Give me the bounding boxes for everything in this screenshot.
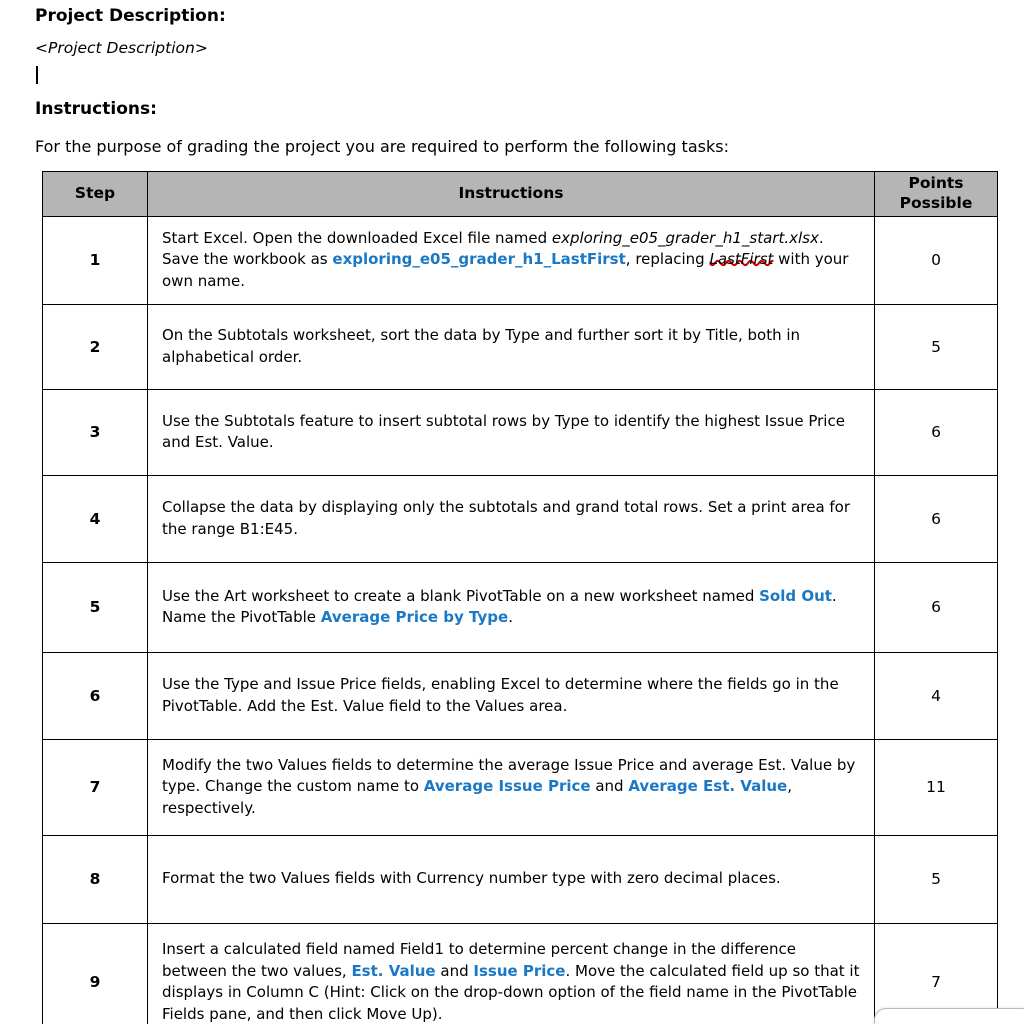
- step-cell: 5: [43, 562, 148, 652]
- step-cell: 3: [43, 389, 148, 475]
- col-header-step: Step: [43, 171, 148, 216]
- table-row: [43, 562, 998, 652]
- text-cursor: [36, 66, 38, 84]
- step-cell: 9: [43, 923, 148, 1024]
- points-cell: 4: [875, 652, 998, 739]
- instruction-segment: Collapse the data by displaying only the subtotals and grand total rows. Set a print area for the range B1:E45.: [162, 498, 851, 538]
- project-description-heading: Project Description:: [35, 6, 226, 26]
- step-cell: 8: [43, 835, 148, 923]
- instructions-cell: [148, 475, 875, 562]
- step-cell: 2: [43, 304, 148, 389]
- table-row: [43, 739, 998, 835]
- step-cell: 1: [43, 216, 148, 304]
- instructions-cell: [148, 739, 875, 835]
- instruction-segment: Use the Type and Issue Price fields, enabling Excel to determine where the fields go in the PivotTable. Add the Est. Value field to the Values area.: [162, 675, 839, 715]
- instruction-segment: Use the Art worksheet to create a blank PivotTable on a new worksheet named: [162, 586, 760, 605]
- instructions-cell: [148, 562, 875, 652]
- step-cell: 7: [43, 739, 148, 835]
- instruction-segment: , respectively.: [162, 777, 792, 818]
- table-row: [43, 475, 998, 562]
- instruction-segment: . Name the PivotTable: [162, 586, 837, 627]
- grading-table: [42, 171, 998, 1024]
- instructions-cell: [148, 652, 875, 739]
- col-header-instructions: Instructions: [148, 171, 875, 216]
- table-row: [43, 304, 998, 389]
- points-cell: 11: [875, 739, 998, 835]
- points-cell: 5: [875, 304, 998, 389]
- intro-text: For the purpose of grading the project you are required to perform the following tasks:: [35, 136, 729, 156]
- instructions-cell: [148, 304, 875, 389]
- instruction-segment-blue: Issue Price: [473, 961, 566, 980]
- points-cell: 6: [875, 562, 998, 652]
- instruction-segment-blue: Average Price by Type: [320, 608, 509, 627]
- instruction-segment: Format the two Values fields with Currency number type with zero decimal places.: [162, 869, 781, 888]
- step-cell: 6: [43, 652, 148, 739]
- points-cell: 6: [875, 389, 998, 475]
- instructions-cell: [148, 216, 875, 304]
- instructions-cell: [148, 389, 875, 475]
- instruction-segment-blue: exploring_e05_grader_h1_LastFirst: [332, 250, 626, 269]
- instruction-segment: , replacing: [625, 250, 710, 269]
- col-header-points: Points Possible: [875, 171, 998, 216]
- instruction-segment: and: [435, 961, 474, 980]
- instruction-segment: Insert a calculated field named Field1 to determine percent change in the difference between the two values,: [162, 939, 796, 980]
- instruction-segment: and: [590, 777, 629, 796]
- instruction-segment-lastfirst: LastFirst: [709, 250, 774, 269]
- instruction-segment: .: [508, 608, 513, 627]
- points-cell: 0: [875, 216, 998, 304]
- table-header-row: [43, 171, 998, 216]
- table-row: [43, 389, 998, 475]
- instruction-segment-blue: Average Est. Value: [628, 777, 788, 796]
- table-row: [43, 835, 998, 923]
- instruction-segment: with your own name.: [162, 250, 849, 291]
- instructions-cell: [148, 923, 875, 1024]
- instruction-segment: On the Subtotals worksheet, sort the data by Type and further sort it by Title, both in alphabetical order.: [162, 326, 801, 366]
- instruction-segment: Start Excel. Open the downloaded Excel file named: [162, 228, 552, 247]
- table-body: [43, 216, 998, 1024]
- instructions-cell: [148, 835, 875, 923]
- table-row: [43, 216, 998, 304]
- instruction-segment-blue: Sold Out: [759, 586, 832, 605]
- instructions-heading: Instructions:: [35, 99, 157, 120]
- points-cell: 6: [875, 475, 998, 562]
- step-cell: 4: [43, 475, 148, 562]
- instruction-segment-italic: exploring_e05_grader_h1_start.xlsx: [551, 228, 819, 247]
- instruction-segment: Use the Subtotals feature to insert subtotal rows by Type to identify the highest Issue Price and Est. Value.: [162, 411, 845, 452]
- instruction-segment: . Save the workbook as: [162, 228, 824, 269]
- table-row: [43, 652, 998, 739]
- page-corner-artifact: [874, 1008, 1024, 1024]
- instruction-segment: Modify the two Values fields to determine the average Issue Price and average Est. Value by type. Change the custom name to: [162, 755, 856, 796]
- instruction-segment-blue: Average Issue Price: [423, 777, 591, 796]
- table-row: [43, 923, 998, 1024]
- instruction-segment-blue: Est. Value: [351, 961, 436, 980]
- points-cell: 7: [875, 923, 998, 1024]
- points-cell: 5: [875, 835, 998, 923]
- instruction-segment: . Move the calculated field up so that it displays in Column C (Hint: Click on the drop-down option of the field name in the PivotTable Fields pane, and then click Move Up).: [162, 961, 860, 1024]
- project-description-placeholder[interactable]: <Project Description>: [35, 39, 208, 58]
